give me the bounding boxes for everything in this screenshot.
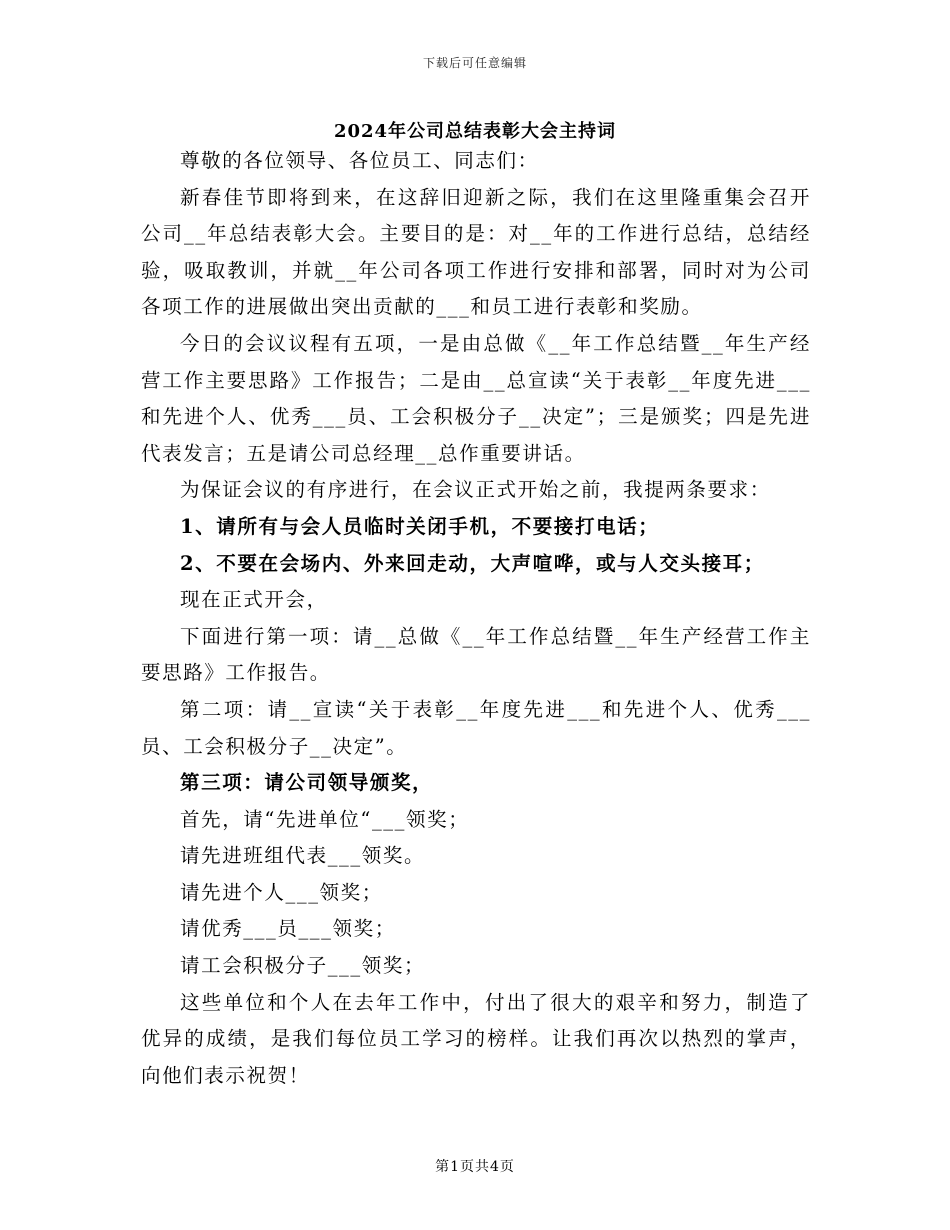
paragraph-agenda: 今日的会议议程有五项，一是由总做《__年工作总结暨__年生产经营工作主要思路》工作报告；二是由__总宣读“关于表彰__年度先进___和先进个人、优秀___员、工会积极分子__决定”；三是颁奖；四是先进代表发言；五是请公司总经理__总作重要讲话。 [141,331,811,465]
document-title: 2024年公司总结表彰大会主持词 [333,121,617,142]
paragraph-item-1: 下面进行第一项：请__总做《__年工作总结暨__年生产经营工作主要思路》工作报告。 [141,624,811,685]
paragraph-award-team: 请先进班组代表___领奖。 [180,844,426,868]
paragraph-award-unit: 首先，请“先进单位“___领奖； [180,807,470,831]
paragraph-congratulations: 这些单位和个人在去年工作中，付出了很大的艰辛和努力，制造了优异的成绩，是我们每位员工学习的榜样。让我们再次以热烈的掌声，向他们表示祝贺！ [141,990,811,1087]
paragraph-open-meeting: 现在正式开会， [180,588,328,612]
paragraph-item-2: 第二项：请__宣读“关于表彰__年度先进___和先进个人、优秀___员、工会积极分子__决定”。 [141,697,811,758]
paragraph-award-excellent: 请优秀___员___领奖； [180,917,396,941]
paragraph-purpose: 新春佳节即将到来，在这辞旧迎新之际，我们在这里隆重集会召开公司__年总结表彰大会。主要目的是：对__年的工作进行总结，总结经验，吸取教训，并就__年公司各项工作进行安排和部署，同时对为公司各项工作的进展做出突出贡献的___和员工进行表彰和奖励。 [141,185,811,319]
paragraph-award-union: 请工会积极分子___领奖； [180,954,426,978]
paragraph-requirement-2: 2、不要在会场内、外来回走动，大声喧哗，或与人交头接耳； [180,551,765,575]
page-number-footer: 第1页共4页 [435,1159,515,1175]
header-note: 下载后可任意编辑 [422,56,527,70]
paragraph-requirements-intro: 为保证会议的有序进行，在会议正式开始之前，我提两条要求： [180,478,771,502]
paragraph-item-3: 第三项：请公司领导颁奖， [180,771,434,795]
paragraph-award-individual: 请先进个人___领奖； [180,880,383,904]
paragraph-requirement-1: 1、请所有与会人员临时关闭手机，不要接打电话； [180,514,660,538]
paragraph-greeting: 尊敬的各位领导、各位员工、同志们： [180,149,539,172]
document-body [141,143,811,1094]
